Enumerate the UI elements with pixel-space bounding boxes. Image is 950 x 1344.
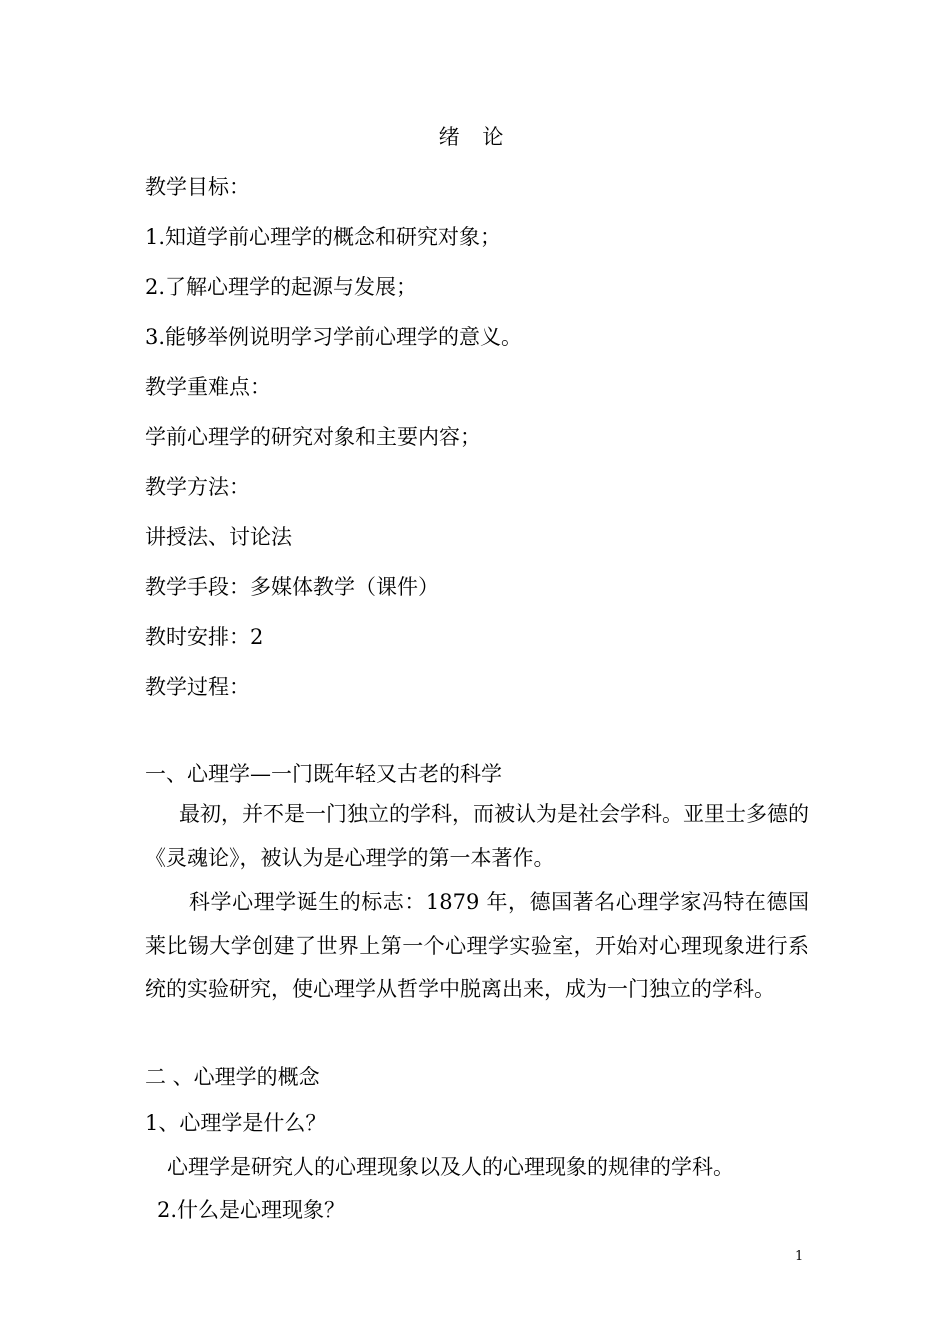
- objectives-heading: 教学目标：: [145, 175, 250, 199]
- section-2-heading: 二 、心理学的概念: [145, 1065, 320, 1089]
- section-1-paragraph-1: 最初，并不是一门独立的学科，而被认为是社会学科。亚里士多德的《灵魂论》，被认为是心理学的第一本著作。: [145, 802, 809, 870]
- objective-3: 3.能够举例说明学习学前心理学的意义。: [145, 325, 523, 349]
- key-points-heading: 教学重难点：: [145, 375, 271, 399]
- question-1: 1、心理学是什么？: [145, 1111, 327, 1135]
- question-2: 2.什么是心理现象？: [157, 1198, 346, 1222]
- teaching-hours: 教时安排：2: [145, 625, 264, 649]
- methods: 讲授法、讨论法: [145, 525, 292, 549]
- page-number: 1: [795, 1249, 804, 1264]
- methods-heading: 教学方法：: [145, 475, 250, 499]
- section-1-paragraph-2: 科学心理学诞生的标志：1879 年，德国著名心理学家冯特在德国莱比锡大学创建了世界上第一个心理学实验室，开始对心理现象进行系统的实验研究，使心理学从哲学中脱离出来，成为一门独立的学科。: [145, 890, 809, 1001]
- document-title: 绪 论: [438, 125, 512, 149]
- objective-1: 1.知道学前心理学的概念和研究对象；: [145, 225, 502, 249]
- teaching-means: 教学手段：多媒体教学（课件）: [145, 575, 439, 599]
- process-heading: 教学过程：: [145, 675, 250, 699]
- key-points: 学前心理学的研究对象和主要内容；: [145, 425, 481, 449]
- section-1-heading: 一、心理学—一门既年轻又古老的科学: [145, 762, 502, 786]
- answer-1: 心理学是研究人的心理现象以及人的心理现象的规律的学科。: [167, 1155, 734, 1179]
- objective-2: 2.了解心理学的起源与发展；: [145, 275, 418, 299]
